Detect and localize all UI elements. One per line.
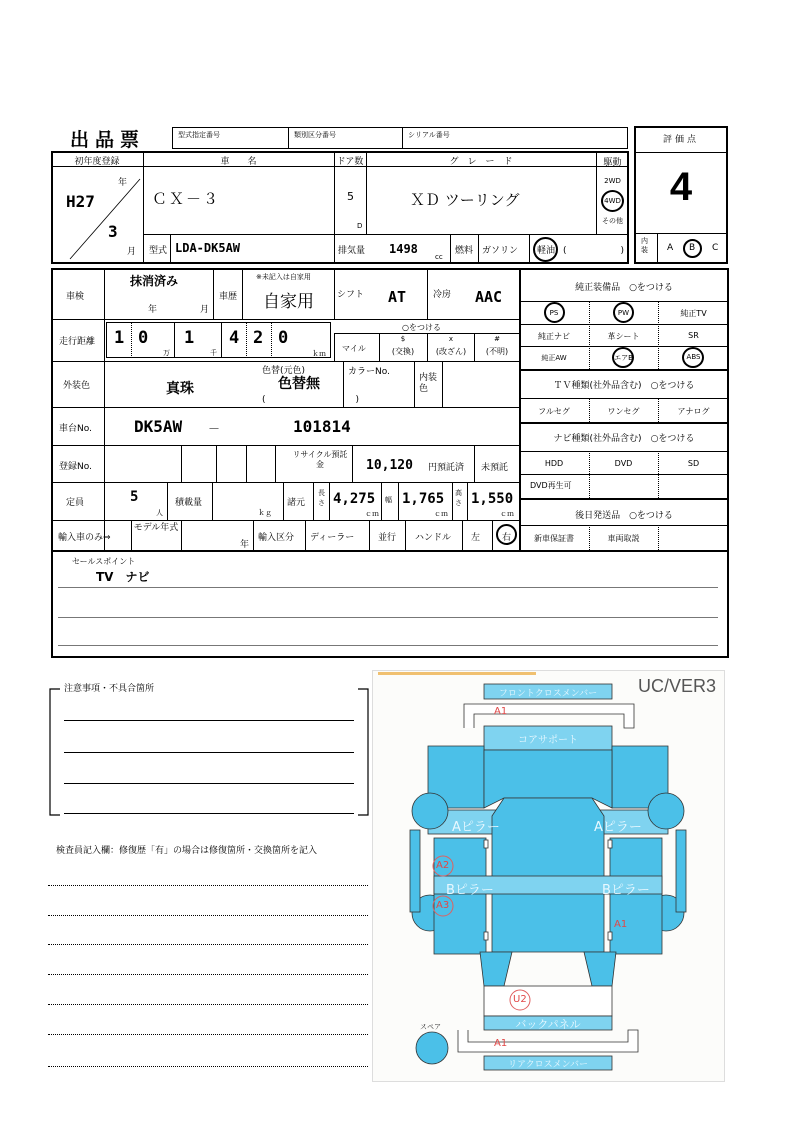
interior-label: 内装 — [641, 237, 648, 254]
serial-label: シリアル番号 — [408, 131, 450, 139]
class-label: 類別区分番号 — [294, 131, 336, 139]
exchange-label: (交換) — [391, 347, 415, 356]
drive-2wd: 2WD — [604, 177, 621, 185]
length-value: 4,275 — [333, 491, 376, 507]
exchange-sym: $ — [400, 335, 406, 343]
mileage-km: ｋｍ — [312, 350, 326, 358]
chassis-label: 車台No. — [59, 424, 92, 434]
a-pillar-right: Aピラー — [594, 820, 642, 835]
mark-side-a1: A1 — [614, 919, 628, 930]
sales-label: セールスポイント — [72, 557, 136, 566]
tv-analog: アナログ — [677, 407, 710, 416]
drive-4wd: 4WD — [604, 197, 621, 205]
parallel-label: 並行 — [378, 533, 397, 543]
later-title: 後日発送品 ○をつける — [575, 511, 673, 521]
dims-label: 諸元 — [287, 498, 306, 508]
equip-tv: 純正TV — [680, 309, 707, 318]
model-value: LDA-DK5AW — [175, 241, 241, 255]
history-label: 車歴 — [219, 292, 238, 302]
score-label: 評価点 — [662, 135, 699, 145]
mile-label: マイル — [342, 344, 366, 353]
handle-right: 右 — [502, 533, 512, 543]
equip-pw: PW — [617, 309, 630, 317]
displacement-label: 排気量 — [338, 246, 366, 256]
page-title: 出品票 — [70, 129, 146, 151]
modified-sym: x — [448, 335, 454, 343]
shift-value: AT — [388, 288, 407, 306]
year-unit: 年 — [118, 178, 128, 188]
ac-value: AAC — [475, 288, 503, 306]
spare-label: スペア — [420, 1023, 441, 1031]
b-pillar-left: Bピラー — [446, 883, 494, 898]
mileage-man: 万 — [163, 349, 170, 357]
chassis-prefix: DK5AW — [134, 417, 183, 436]
height-value: 1,550 — [471, 491, 514, 507]
mark-rear-a1: A1 — [494, 1038, 508, 1049]
handle-label: ハンドル — [415, 533, 452, 543]
equip-pw-circle — [613, 302, 634, 323]
equip-abs: ABS — [686, 353, 701, 361]
mark-front-a1: A1 — [494, 706, 508, 717]
equip-airbag-circle — [612, 347, 634, 368]
import-label: 輸入車のみ⇒ — [58, 533, 111, 543]
tv-oneseg: ワンセグ — [607, 407, 640, 416]
tv-title: ＴＶ種類(社外品含む) ○をつける — [553, 381, 695, 391]
inspector-label: 検査員記入欄：修復歴「有」の場合は修復箇所・交換箇所を記入 — [56, 846, 318, 856]
first-reg-era: H27 — [66, 192, 95, 211]
height-cm: ｃｍ — [500, 510, 514, 518]
interior-b: B — [689, 243, 696, 253]
fuel-label: 燃料 — [455, 246, 474, 256]
color-value: 真珠 — [166, 381, 194, 397]
handle-left: 左 — [471, 533, 481, 543]
fuel-other: ( ) — [563, 246, 625, 256]
history-value: 自家用 — [263, 292, 314, 312]
equip-ps: PS — [549, 309, 559, 317]
later-warranty: 新車保証書 — [534, 534, 574, 543]
repaint-label: 色替(元色) — [262, 366, 306, 376]
sales-value: TV ナビ — [96, 570, 150, 584]
equip-ps-circle — [544, 302, 565, 323]
fuel-diesel: 軽油 — [537, 246, 556, 256]
mileage-digit-5: 2 — [253, 328, 264, 348]
rear-cross-label: リアクロスメンバー — [507, 1060, 589, 1070]
ac-label: 冷房 — [433, 290, 452, 300]
inspection-year: 年 — [148, 305, 158, 315]
load-label: 積載量 — [175, 498, 203, 508]
equip-abs-circle — [682, 347, 704, 368]
chassis-dash: － — [208, 422, 221, 436]
diagram-version: UC/VER3 — [638, 676, 717, 696]
inspection-label: 車検 — [66, 292, 85, 302]
inspection-month: 月 — [200, 305, 210, 315]
fuel-gasoline: ガソリン — [482, 246, 519, 256]
drive-other: その他 — [602, 217, 623, 225]
width-label: 幅 — [385, 496, 392, 504]
capacity-value: 5 — [130, 489, 139, 505]
capacity-label: 定員 — [66, 498, 85, 508]
nav-dvd: DVD — [614, 459, 633, 468]
nav-hdd: HDD — [544, 459, 564, 468]
displacement-value: 1498 — [389, 242, 418, 256]
drive-4wd-circle — [601, 190, 624, 212]
mark-a2: A2 — [436, 860, 450, 871]
doors-unit: D — [357, 222, 363, 230]
recycle-value: 10,120 — [366, 458, 413, 473]
handle-right-circle — [496, 524, 517, 545]
core-support-label: コアサポート — [518, 735, 578, 746]
model-label: 型式 — [149, 246, 168, 256]
dealer-label: ディーラー — [310, 533, 355, 543]
header-id-box — [172, 127, 628, 149]
mileage-label: 走行距離 — [59, 337, 96, 347]
fuel-diesel-circle — [533, 237, 558, 262]
interior-b-circle — [683, 239, 702, 258]
doors-label: ドア数 — [336, 157, 364, 167]
history-note: ※未記入は自家用 — [256, 273, 311, 281]
grade-value: ＸＤ ツーリング — [410, 191, 520, 209]
shift-label: シフト — [337, 290, 365, 300]
grade-label: グ レ ー ド — [449, 157, 513, 167]
notes-label: 注意事項・不具合箇所 — [64, 684, 155, 694]
mileage-sen: 千 — [210, 349, 217, 357]
chassis-number: 101814 — [293, 417, 351, 436]
interior-c: C — [712, 243, 719, 253]
mark-u2: U2 — [513, 994, 527, 1005]
score-value: 4 — [669, 165, 693, 209]
doors-value: 5 — [347, 190, 354, 203]
a-pillar-left: Aピラー — [452, 820, 500, 835]
repaint-value: 色替無 — [278, 376, 320, 392]
drive-label: 駆動 — [603, 158, 622, 168]
tv-fullseg: フルセグ — [538, 407, 570, 416]
car-name-label: 車 名 — [220, 157, 257, 167]
mark-a3: A3 — [436, 900, 450, 911]
type-label: 型式指定番号 — [178, 131, 220, 139]
unknown-sym: # — [494, 335, 500, 343]
mileage-digit-1: 1 — [114, 328, 125, 348]
month-unit: 月 — [127, 247, 137, 257]
width-value: 1,765 — [402, 491, 445, 507]
nav-sd: SD — [687, 459, 700, 468]
model-year-unit: 年 — [240, 540, 250, 550]
model-year-label: モデル年式 — [133, 523, 179, 533]
nav-title: ナビ種類(社外品含む) ○をつける — [553, 434, 695, 444]
recycle-label: リサイクル預託金 — [292, 450, 348, 469]
front-cross-label: フロントクロスメンバー — [498, 689, 598, 699]
mileage-mark-note: ○をつける — [402, 323, 441, 332]
reg-label: 登録No. — [59, 462, 92, 472]
recycle-unit: 円預託済 — [428, 463, 465, 473]
equip-airbag: エアB — [614, 354, 633, 362]
color-label: 外装色 — [63, 381, 91, 391]
first-reg-diagonal — [52, 167, 143, 263]
equip-aw: 純正AW — [541, 354, 567, 362]
load-unit: ｋｇ — [258, 509, 272, 517]
displacement-unit: cc — [435, 253, 443, 261]
interior-color-label: 内装色 — [419, 373, 438, 394]
equipment-title: 純正装備品 ○をつける — [575, 283, 673, 293]
first-reg-label: 初年度登録 — [74, 157, 120, 167]
repaint-paren: ( ) — [262, 395, 360, 405]
dvd-playable: DVD再生可 — [530, 481, 572, 490]
mileage-digit-3: 1 — [184, 328, 195, 348]
first-reg-month: 3 — [108, 222, 118, 241]
length-cm: ｃｍ — [365, 510, 379, 518]
b-pillar-right: Bピラー — [602, 883, 650, 898]
width-cm: ｃｍ — [434, 510, 448, 518]
modified-label: (改ざん) — [435, 347, 467, 356]
height-label: 高さ — [455, 489, 462, 507]
mileage-digit-2: 0 — [138, 328, 149, 348]
inspection-value: 抹消済み — [130, 274, 179, 288]
mileage-digit-6: 0 — [278, 328, 289, 348]
import-type-label: 輸入区分 — [258, 533, 295, 543]
capacity-unit: 人 — [156, 509, 163, 517]
mileage-digit-4: 4 — [229, 328, 240, 348]
later-manual: 車両取説 — [607, 534, 640, 543]
length-label: 長さ — [318, 489, 325, 507]
unknown-label: (不明) — [485, 347, 509, 356]
back-panel-label: バックパネル — [515, 1018, 581, 1031]
car-name-value: ＣＸ－３ — [152, 190, 221, 208]
interior-a: A — [667, 243, 674, 253]
equip-navi: 純正ナビ — [538, 332, 570, 341]
recycle-unpaid: 未預託 — [481, 463, 509, 473]
equip-leather: 革シート — [607, 332, 640, 341]
equip-sr: SR — [688, 331, 699, 340]
color-no-label: カラーNo. — [348, 367, 390, 377]
